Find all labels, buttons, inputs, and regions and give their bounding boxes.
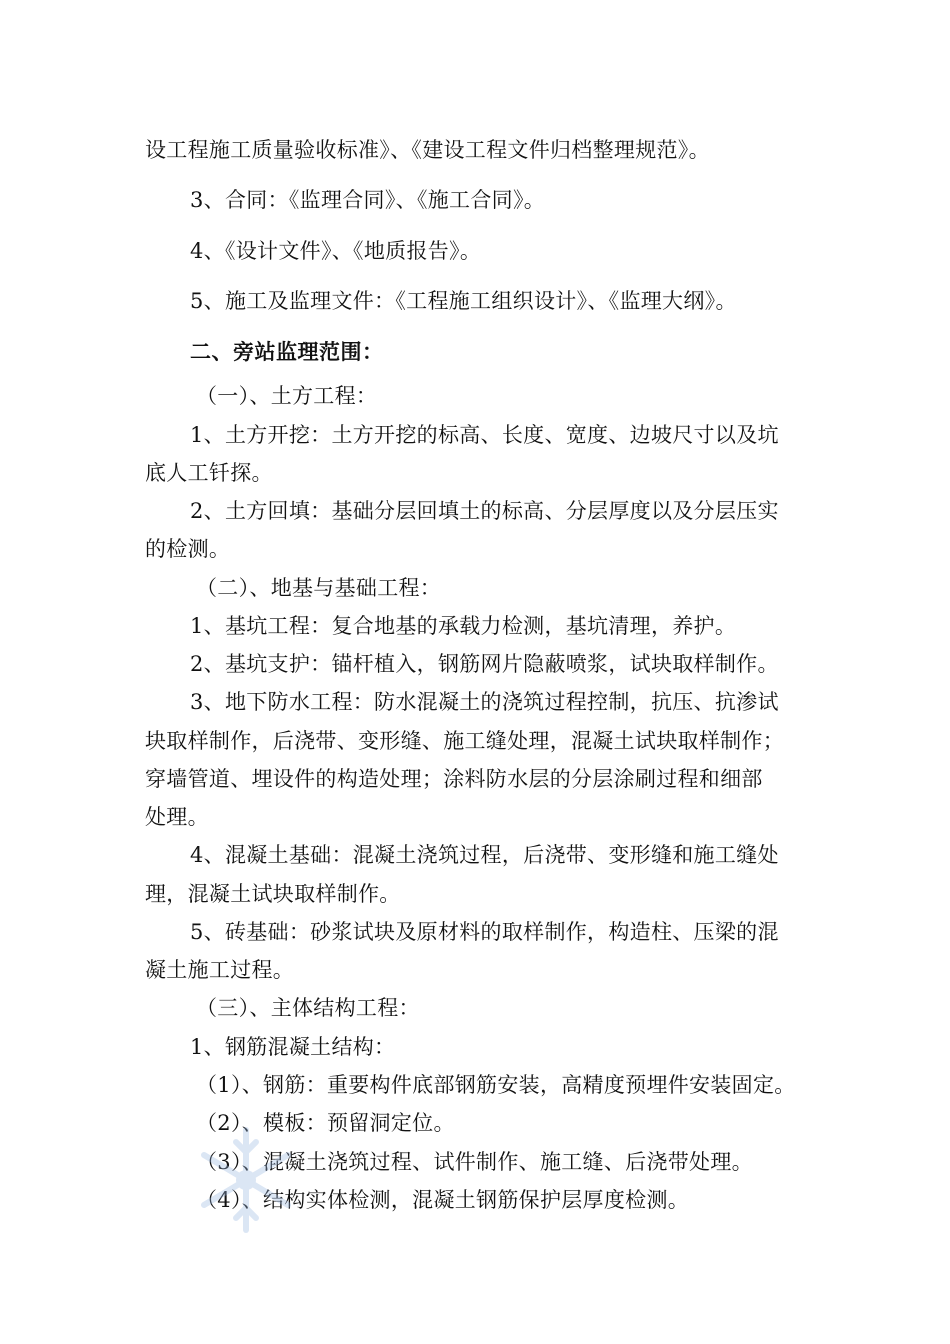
text-line: 1、基坑工程：复合地基的承载力检测，基坑清理，养护。 bbox=[190, 614, 737, 638]
text-line: 3、地下防水工程：防水混凝土的浇筑过程控制，抗压、抗渗试 bbox=[190, 690, 779, 714]
text-line: 4、混凝土基础：混凝土浇筑过程，后浇带、变形缝和施工缝处 bbox=[190, 843, 779, 867]
text-line: （2）、模板：预留洞定位。 bbox=[196, 1111, 455, 1135]
text-line: 5、施工及监理文件：《工程施工组织设计》、《监理大纲》。 bbox=[190, 289, 737, 313]
text-line: （1）、钢筋：重要构件底部钢筋安装，高精度预埋件安装固定。 bbox=[196, 1073, 796, 1097]
subsection-heading: （一）、土方工程： bbox=[196, 384, 378, 408]
text-line: 4、《设计文件》、《地质报告》。 bbox=[190, 239, 482, 263]
text-line: 的检测。 bbox=[145, 537, 231, 561]
text-line: 设工程施工质量验收标准》、《建设工程文件归档整理规范》。 bbox=[145, 138, 710, 162]
text-line: 1、钢筋混凝土结构： bbox=[190, 1035, 396, 1059]
text-line: 处理。 bbox=[145, 805, 209, 829]
text-line: 2、土方回填：基础分层回填土的标高、分层厚度以及分层压实 bbox=[190, 499, 779, 523]
section-heading: 二、旁站监理范围： bbox=[190, 340, 384, 364]
subsection-heading: （二）、地基与基础工程： bbox=[196, 576, 442, 600]
text-line: （4）、结构实体检测，混凝土钢筋保护层厚度检测。 bbox=[196, 1188, 690, 1212]
text-line: 2、基坑支护：锚杆植入，钢筋网片隐蔽喷浆，试块取样制作。 bbox=[190, 652, 779, 676]
text-line: 理，混凝土试块取样制作。 bbox=[145, 882, 401, 906]
text-line: 3、合同：《监理合同》、《施工合同》。 bbox=[190, 188, 546, 212]
subsection-heading: （三）、主体结构工程： bbox=[196, 996, 420, 1020]
text-line: （3）、混凝土浇筑过程、试件制作、施工缝、后浇带处理。 bbox=[196, 1150, 753, 1174]
snowflake-watermark-icon bbox=[196, 1120, 296, 1240]
text-line: 底人工钎探。 bbox=[145, 461, 273, 485]
text-line: 穿墙管道、埋设件的构造处理；涂料防水层的分层涂刷过程和细部 bbox=[145, 767, 763, 791]
text-line: 块取样制作，后浇带、变形缝、施工缝处理，混凝土试块取样制作； bbox=[145, 729, 784, 753]
text-line: 1、土方开挖：土方开挖的标高、长度、宽度、边坡尺寸以及坑 bbox=[190, 423, 779, 447]
text-line: 5、砖基础：砂浆试块及原材料的取样制作，构造柱、压梁的混 bbox=[190, 920, 779, 944]
text-line: 凝土施工过程。 bbox=[145, 958, 295, 982]
